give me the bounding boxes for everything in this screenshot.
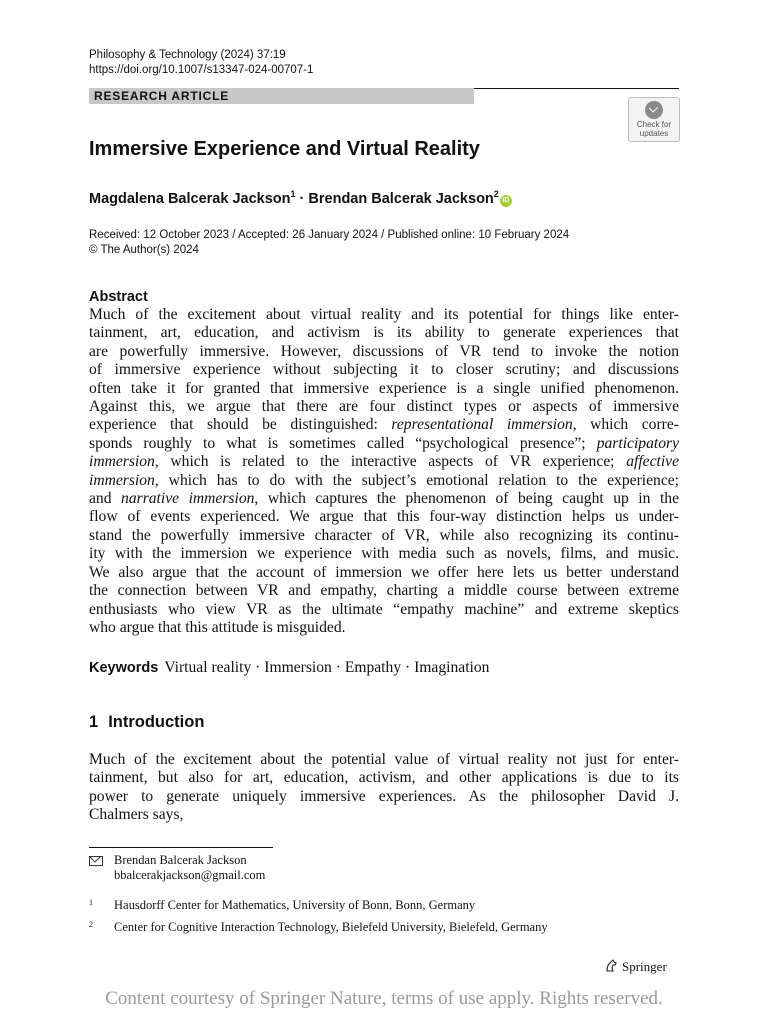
abstract-emphasis: representational immersion (391, 416, 573, 434)
abstract-text: , which captures the phenomenon of being caught up in the (254, 490, 679, 508)
abstract-line (89, 472, 679, 490)
intro-line: Chalmers says, (89, 806, 184, 824)
intro-line: Much of the excitement about the potential value of virtual reality not just for enter- (89, 751, 679, 768)
abstract-line: often take it for granted that immersive experience is a single unified phenomenon. (89, 379, 679, 397)
abstract-line: ity with the immersion we experience with media such as novels, films, and music. (89, 545, 679, 563)
history-dates: Received: 12 October 2023 / Accepted: 26 January 2024 / Published online: 10 February 2024 (89, 229, 570, 241)
abstract-text: experience that should be distinguished: (89, 416, 392, 434)
abstract-line (89, 453, 679, 471)
affiliation-1-text: Hausdorff Center for Mathematics, University of Bonn, Bonn, Germany (114, 898, 476, 912)
author-1-affil-mark: 1 (290, 189, 296, 199)
corresponding-author (89, 853, 265, 883)
abstract-line: of immersive experience without subjecting it to closer scrutiny; and discussions (89, 361, 679, 379)
abstract-line (89, 435, 679, 453)
doi-link[interactable]: https://doi.org/10.1007/s13347-024-00707-1 (89, 64, 314, 76)
abstract-line (89, 490, 679, 508)
abstract-line: who argue that this attitude is misguided. (89, 618, 346, 636)
affiliation-2 (89, 920, 548, 935)
keywords-list: Virtual reality · Immersion · Empathy · Imagination (164, 659, 490, 676)
publisher-name: Springer (622, 959, 667, 974)
footnote-rule (89, 847, 273, 848)
section-title: Introduction (108, 713, 205, 731)
author-list (89, 184, 512, 209)
affiliation-2-number: 2 (89, 920, 93, 929)
author-1-name: Magdalena Balcerak Jackson (89, 191, 291, 207)
abstract-text: , which is related to the interactive aspects of VR experience; (154, 453, 627, 471)
publication-dates (89, 228, 569, 257)
author-2-name: Brendan Balcerak Jackson (308, 191, 494, 207)
affiliation-1-number: 1 (89, 898, 93, 907)
author-2-affil-mark: 2 (493, 189, 499, 199)
keywords (89, 659, 489, 677)
intro-line: power to generate uniquely immersive experiences. As the philosopher David J. (89, 787, 679, 805)
abstract-emphasis: immersion (89, 453, 155, 471)
journal-header (89, 48, 313, 78)
check-for-updates-badge[interactable] (628, 97, 680, 142)
envelope-icon (89, 856, 103, 866)
abstract-text: and (89, 490, 122, 508)
section-heading-introduction (89, 712, 204, 732)
check-updates-label: Check for updates (636, 120, 672, 138)
journal-citation: Philosophy & Technology (2024) 37:19 (89, 49, 286, 61)
abstract-line: flow of events experienced. We argue that this four-way distinction helps us under- (89, 508, 679, 526)
section-number: 1 (89, 713, 99, 731)
copyright-line: © The Author(s) 2024 (89, 243, 199, 256)
intro-line: tainment, but also for art, education, activism, and other applications is due to its (89, 769, 679, 787)
abstract-heading: Abstract (89, 289, 148, 305)
abstract-line: Against this, we argue that there are four distinct types or aspects of immersive (89, 398, 679, 416)
affiliation-2-text: Center for Cognitive Interaction Technology, Bielefeld University, Bielefeld, Germany (114, 920, 548, 934)
contact-email[interactable]: bbalcerakjackson@gmail.com (114, 868, 266, 882)
contact-name: Brendan Balcerak Jackson (114, 853, 247, 867)
abstract-emphasis: participatory (596, 434, 679, 452)
author-separator: · (295, 191, 309, 207)
abstract-text: sponds roughly to what is sometimes called “psychological presence”; (89, 434, 597, 452)
orcid-icon[interactable]: iD (500, 195, 512, 207)
abstract-text: , which has to do with the subject’s emotional relation to the experience; (154, 471, 679, 489)
abstract-text: , which corre- (572, 416, 679, 434)
header-rule (474, 88, 679, 89)
abstract-body (89, 306, 679, 637)
abstract-line: We also argue that the account of immersion we offer here lets us better understand (89, 563, 679, 581)
publisher-logo (604, 958, 667, 976)
abstract-emphasis: affective (626, 453, 679, 471)
abstract-line: tainment, art, education, and activism is its ability to generate experiences that (89, 324, 679, 342)
copyright-watermark: Content courtesy of Springer Nature, terms of use apply. Rights reserved. (105, 988, 663, 1009)
abstract-line: stand the powerfully immersive character of VR, while also recognizing its continu- (89, 526, 679, 544)
abstract-emphasis: immersion (89, 471, 155, 489)
abstract-line: are powerfully immersive. However, discussions of VR tend to invoke the notion (89, 342, 679, 360)
springer-horse-icon (604, 959, 618, 973)
abstract-line (89, 416, 679, 434)
abstract-emphasis: narrative immersion (121, 490, 255, 508)
check-updates-icon (645, 101, 663, 119)
article-title: Immersive Experience and Virtual Reality (89, 138, 480, 160)
keywords-label: Keywords (89, 660, 159, 676)
abstract-line: enthusiasts who view VR as the ultimate “empathy machine” and extreme skeptics (89, 600, 679, 618)
affiliation-1 (89, 898, 475, 913)
introduction-body (89, 751, 679, 825)
article-type-bar (89, 88, 474, 104)
abstract-line: the connection between VR and empathy, charting a middle course between extreme (89, 582, 679, 600)
article-type-label: RESEARCH ARTICLE (94, 89, 230, 103)
abstract-line: Much of the excitement about virtual reality and its potential for things like enter- (89, 306, 679, 323)
